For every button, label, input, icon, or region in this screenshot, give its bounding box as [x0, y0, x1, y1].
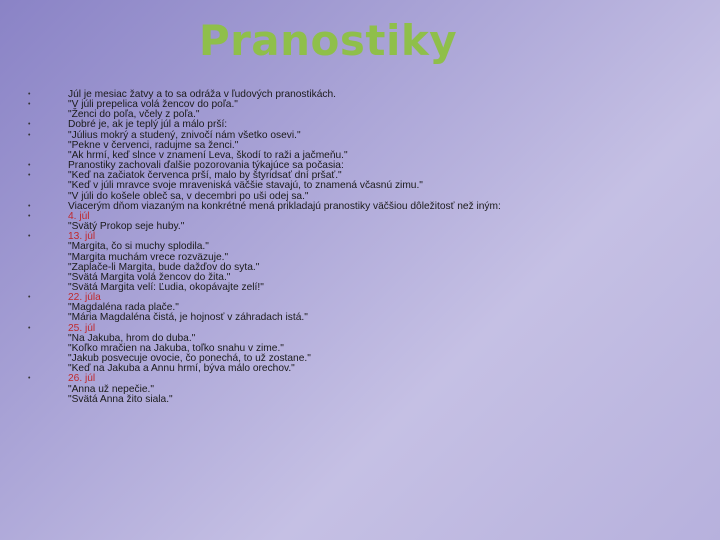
list-item-line: Pranostiky zachovali ďalšie pozorovania týkajúce sa počasia:: [68, 160, 344, 172]
list-item-line: "Svätý Prokop seje huby.": [68, 221, 185, 233]
list-item-line: "Zaplače-li Margita, bude dažďov do syta.": [68, 261, 260, 273]
list-item-line: "Na Jakuba, hrom do duba.": [68, 332, 196, 344]
list-item-line: "Ak hrmí, keď slnce v znamení Leva, škodí to raži a jačmeňu.": [68, 149, 348, 161]
list-item: [28, 171, 688, 201]
list-item: [28, 212, 688, 232]
bullet-icon: •: [28, 101, 31, 109]
date-label: 25. júl: [68, 322, 96, 334]
bullet-icon: •: [28, 212, 31, 220]
bullet-icon: •: [28, 375, 31, 383]
list-item-line: "Jakub posvecuje ovocie, čo ponechá, to už zostane.": [68, 353, 311, 365]
page-title: Pranostiky: [198, 16, 458, 65]
list-item: [28, 374, 688, 404]
list-item-line: "Keď na začiatok červenca prší, malo by štyridsať dní pršať.": [68, 170, 342, 182]
list-item-line: "Svätá Margita velí: Ľudia, okopávajte zelí!": [68, 281, 264, 293]
list-item-line: "Koľko mračien na Jakuba, toľko snahu v zime.": [68, 342, 284, 354]
list-item: [28, 131, 688, 161]
list-item-line: "Magdaléna rada plače.": [68, 302, 179, 314]
list-item-line: Viacerým dňom viazaným na konkrétné mená prikladajú pranostiky väčšiou dôležitosť než iným:: [68, 200, 501, 212]
list-item: [28, 202, 688, 212]
list-item-line: Dobré je, ak je teplý júl a málo prší:: [68, 119, 228, 131]
list-item: [28, 232, 688, 293]
list-item-line: Júl je mesiac žatvy a to sa odráža v ľudových pranostikách.: [68, 89, 336, 100]
bullet-icon: •: [28, 131, 31, 139]
bullet-icon: •: [28, 233, 31, 241]
list-item-line: "Svätá Anna žito siala.": [68, 393, 173, 405]
list-item-line: "V júli prepelica volá žencov do poľa.": [68, 99, 238, 111]
date-label: 4. júl: [68, 210, 90, 222]
list-item-line: "V júli do košele obleč sa, v decembri po uši odej sa.": [68, 190, 309, 202]
list-item-line: "Pekne v červenci, radujme sa ženci.": [68, 139, 239, 151]
list-item-line: "Keď v júli mravce svoje mraveniská väčšie stavajú, to znamená včasnú zimu.": [68, 180, 423, 192]
bullet-icon: •: [28, 172, 31, 180]
list-item-line: "Anna už nepečie.": [68, 383, 154, 395]
date-label: 26. júl: [68, 373, 96, 385]
bullet-icon: •: [28, 324, 31, 332]
list-item-line: "Margita muchám vrece rozväzuje.": [68, 251, 229, 263]
list-item: [28, 100, 688, 120]
bullet-icon: •: [28, 294, 31, 302]
list-item-line: "Ženci do poľa, včely z poľa.": [68, 109, 200, 121]
bullet-icon: •: [28, 121, 31, 129]
bullet-icon: •: [28, 162, 31, 170]
bullet-icon: •: [28, 202, 31, 210]
list-item: [28, 324, 688, 375]
list-item-line: "Margita, čo si muchy splodila.": [68, 241, 209, 253]
bullet-list: [28, 90, 688, 405]
list-item-line: "Július mokrý a studený, znivočí nám všetko osevi.": [68, 129, 301, 141]
list-item-line: "Mária Magdaléna čistá, je hojnosť v záhradach istá.": [68, 312, 308, 324]
list-item: [28, 293, 688, 323]
list-item-line: "Svätá Margita volá žencov do žita.": [68, 271, 231, 283]
bullet-icon: •: [28, 91, 31, 98]
date-label: 13. júl: [68, 231, 96, 243]
list-item-line: "Keď na Jakuba a Annu hrmí, býva málo orechov.": [68, 363, 295, 375]
date-label: 22. júla: [68, 292, 101, 304]
